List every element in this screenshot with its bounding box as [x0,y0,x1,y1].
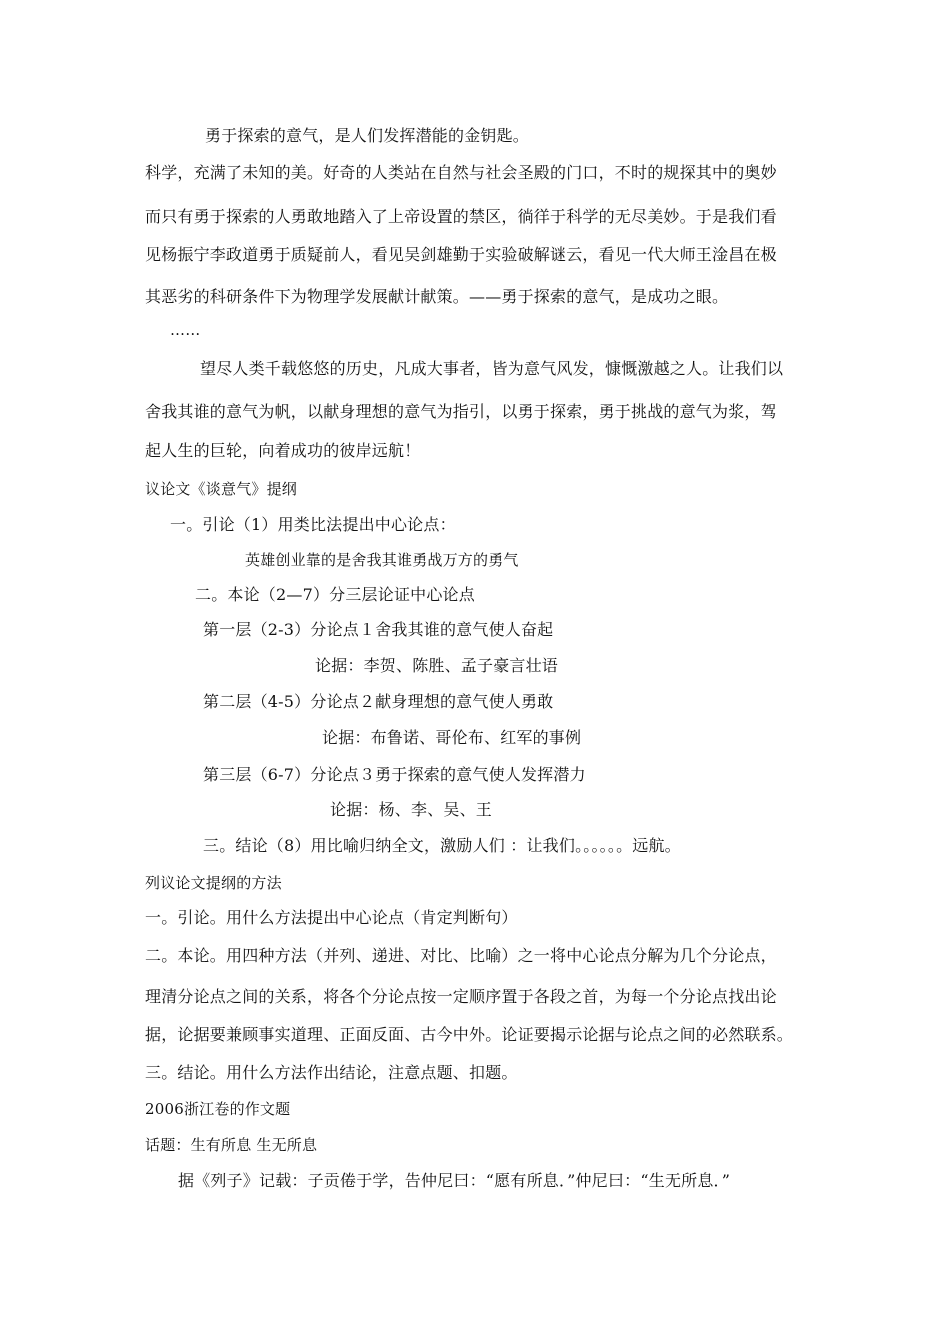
essay-paragraph-line: 其恶劣的科研条件下为物理学发展献计献策。——勇于探索的意气，是成功之眼。 [145,287,729,306]
method-line: 据，论据要兼顾事实道理、正面反面、古今中外。论证要揭示论据与论点之间的必然联系。 [145,1025,794,1044]
essay-ellipsis: …… [170,321,201,339]
essay-paragraph-line: 望尽人类千载悠悠的历史，凡成大事者，皆为意气风发，慷慨激越之人。让我们以 [200,359,784,378]
outline-evidence-1: 论据：李贺、陈胜、孟子豪言壮语 [315,656,559,675]
essay-paragraph-line: 起人生的巨轮，向着成功的彼岸远航！ [145,441,421,460]
outline-thesis: 英雄创业靠的是舍我其谁勇战万方的勇气 [245,551,519,569]
essay-paragraph-line: 见杨振宁李政道勇于质疑前人，看见吴剑雄勤于实验破解谜云，看见一代大师王淦昌在极 [145,245,777,264]
exam-topic: 话题：生有所息 生无所息 [145,1136,318,1154]
essay-paragraph-line: 舍我其谁的意气为帆，以献身理想的意气为指引，以勇于探索，勇于挑战的意气为浆，驾 [145,402,777,421]
method-line: 二。本论。用四种方法（并列、递进、对比、比喻）之一将中心论点分解为几个分论点， [145,946,777,965]
method-title: 列议论文提纲的方法 [145,874,282,892]
outline-layer-2: 第二层（4-5）分论点２献身理想的意气使人勇敢 [203,692,554,711]
outline-evidence-2: 论据：布鲁诺、哥伦布、红军的事例 [322,728,582,747]
exam-title: 2006浙江卷的作文题 [145,1100,291,1118]
essay-paragraph-line: 科学，充满了未知的美。好奇的人类站在自然与社会圣殿的门口，不时的规探其中的奥妙 [145,163,777,182]
outline-evidence-3: 论据：杨、李、吴、王 [330,800,493,819]
method-line: 一。引论。用什么方法提出中心论点（肯定判断句） [145,908,518,927]
outline-layer-3: 第三层（6-7）分论点３勇于探索的意气使人发挥潜力 [203,765,586,784]
essay-heading: 勇于探索的意气，是人们发挥潜能的金钥匙。 [205,126,530,145]
essay-paragraph-line: 而只有勇于探索的人勇敢地踏入了上帝设置的禁区，徜徉于科学的无尽美妙。于是我们看 [145,207,777,226]
method-line: 理清分论点之间的关系，将各个分论点按一定顺序置于各段之首，为每一个分论点找出论 [145,987,777,1006]
outline-body: 二。本论（2—7）分三层论证中心论点 [195,585,475,604]
outline-title: 议论文《谈意气》提纲 [145,480,298,498]
outline-conclusion: 三。结论（8）用比喻归纳全文，激励人们 ：让我们。。。。。。远航。 [203,836,681,855]
exam-quote: 据《列子》记载：子贡倦于学，告仲尼曰：“愿有所息．”仲尼曰：“生无所息．” [178,1171,731,1190]
outline-layer-1: 第一层（2-3）分论点１舍我其谁的意气使人奋起 [203,620,554,639]
outline-intro: 一。引论（1）用类比法提出中心论点： [170,515,456,534]
method-line: 三。结论。用什么方法作出结论，注意点题、扣题。 [145,1063,518,1082]
